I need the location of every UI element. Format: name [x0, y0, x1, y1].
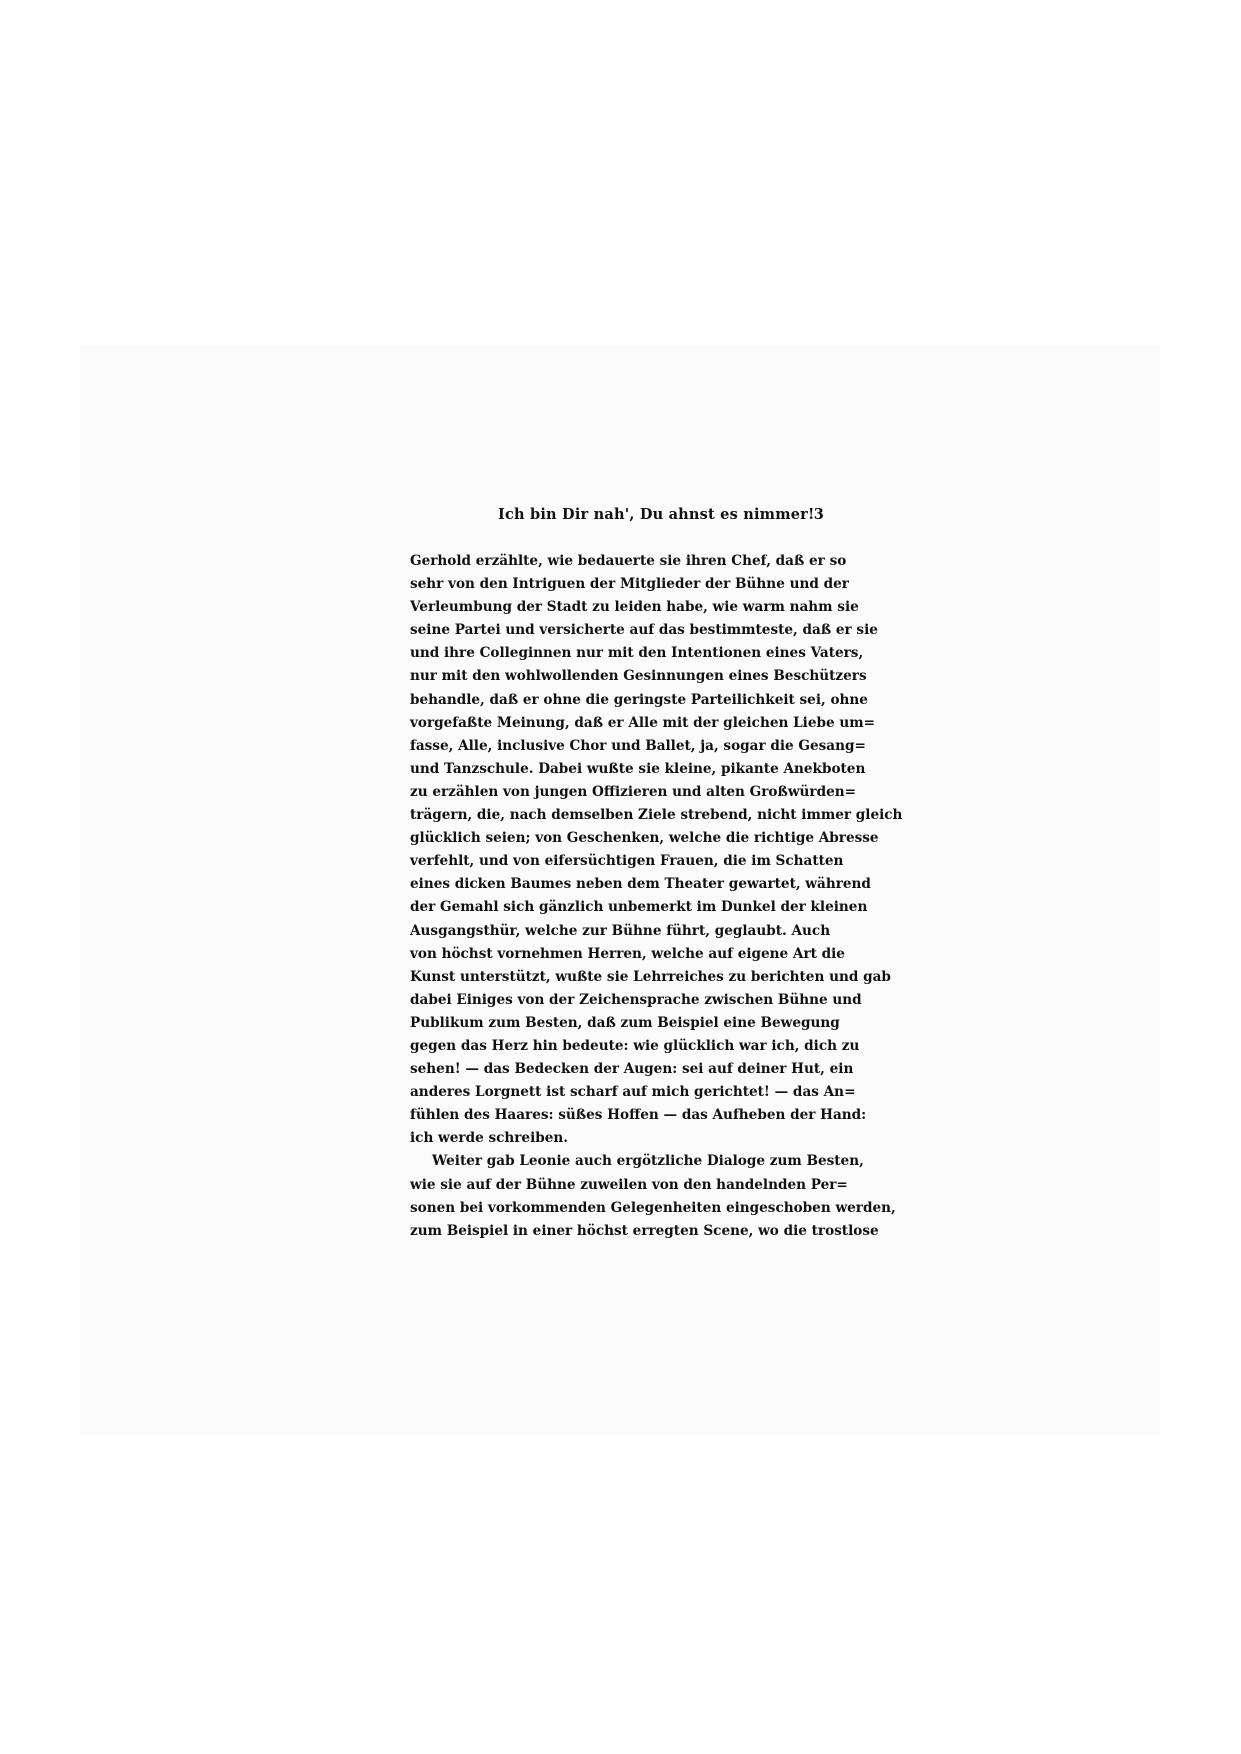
paragraph-end-line: ich werde schreiben.: [410, 1130, 569, 1147]
page-number: 3: [813, 506, 824, 523]
text-line: Gerhold erzählte, wie bedauerte sie ihren Chef, daß er so: [410, 553, 847, 569]
text-line: Ausgangsthür, welche zur Bühne führt, geglaubt. Auch: [410, 922, 831, 939]
running-header: [410, 506, 828, 530]
text-line: von höchst vornehmen Herren, welche auf eigene Art die: [410, 945, 845, 962]
text-line: sehen! — das Bedecken der Augen: sei auf deiner Hut, ein: [410, 1061, 854, 1078]
text-line: fühlen des Haares: süßes Hoffen — das Aufheben der Hand:: [410, 1107, 867, 1124]
text-line: der Gemahl sich gänzlich unbemerkt im Dunkel der kleinen: [410, 899, 868, 916]
text-line: eines dicken Baumes neben dem Theater gewartet, während: [410, 876, 871, 893]
running-title: Ich bin Dir nah', Du ahnst es nimmer!: [498, 506, 815, 523]
text-line: verfehlt, und von eifersüchtigen Frauen, die im Schatten: [410, 853, 844, 870]
text-line: fasse, Alle, inclusive Chor und Ballet, ja, sogar die Gesang=: [410, 737, 866, 754]
text-line: Kunst unterstützt, wußte sie Lehrreiches zu berichten und gab: [410, 968, 891, 985]
paragraph-start-line: Weiter gab Leonie auch ergötzliche Dialoge zum Besten,: [432, 1153, 864, 1170]
book-page: [410, 506, 903, 1243]
body-text: [410, 550, 903, 1243]
text-line: Verleumbung der Stadt zu leiden habe, wie warm nahm sie: [410, 599, 859, 616]
text-line: seine Partei und versicherte auf das bestimmteste, daß er sie: [410, 622, 878, 639]
text-line: anderes Lorgnett ist scharf auf mich gerichtet! — das An=: [410, 1084, 856, 1101]
text-line: behandle, daß er ohne die geringste Parteilichkeit sei, ohne: [410, 691, 868, 708]
text-line: gegen das Herz hin bedeute: wie glücklich war ich, dich zu: [410, 1037, 860, 1054]
text-line: und Tanzschule. Dabei wußte sie kleine, pikante Anekboten: [410, 760, 866, 777]
text-line: dabei Einiges von der Zeichensprache zwischen Bühne und: [410, 991, 862, 1008]
text-line: vorgefaßte Meinung, daß er Alle mit der gleichen Liebe um=: [410, 714, 876, 731]
text-line: trägern, die, nach demselben Ziele strebend, nicht immer gleich: [410, 807, 903, 824]
text-line: nur mit den wohlwollenden Gesinnungen eines Beschützers: [410, 668, 867, 685]
text-line: sonen bei vorkommenden Gelegenheiten eingeschoben werden,: [410, 1199, 896, 1216]
text-line: zu erzählen von jungen Offizieren und alten Großwürden=: [410, 783, 857, 800]
text-line: sehr von den Intriguen der Mitglieder der Bühne und der: [410, 576, 849, 593]
text-line: wie sie auf der Bühne zuweilen von den handelnden Per=: [410, 1176, 848, 1193]
text-line: zum Beispiel in einer höchst erregten Scene, wo die trostlose: [410, 1222, 879, 1239]
text-line: und ihre Colleginnen nur mit den Intentionen eines Vaters,: [410, 645, 864, 662]
text-line: Publikum zum Besten, daß zum Beispiel eine Bewegung: [410, 1014, 840, 1031]
text-line: glücklich seien; von Geschenken, welche die richtige Abresse: [410, 830, 879, 847]
